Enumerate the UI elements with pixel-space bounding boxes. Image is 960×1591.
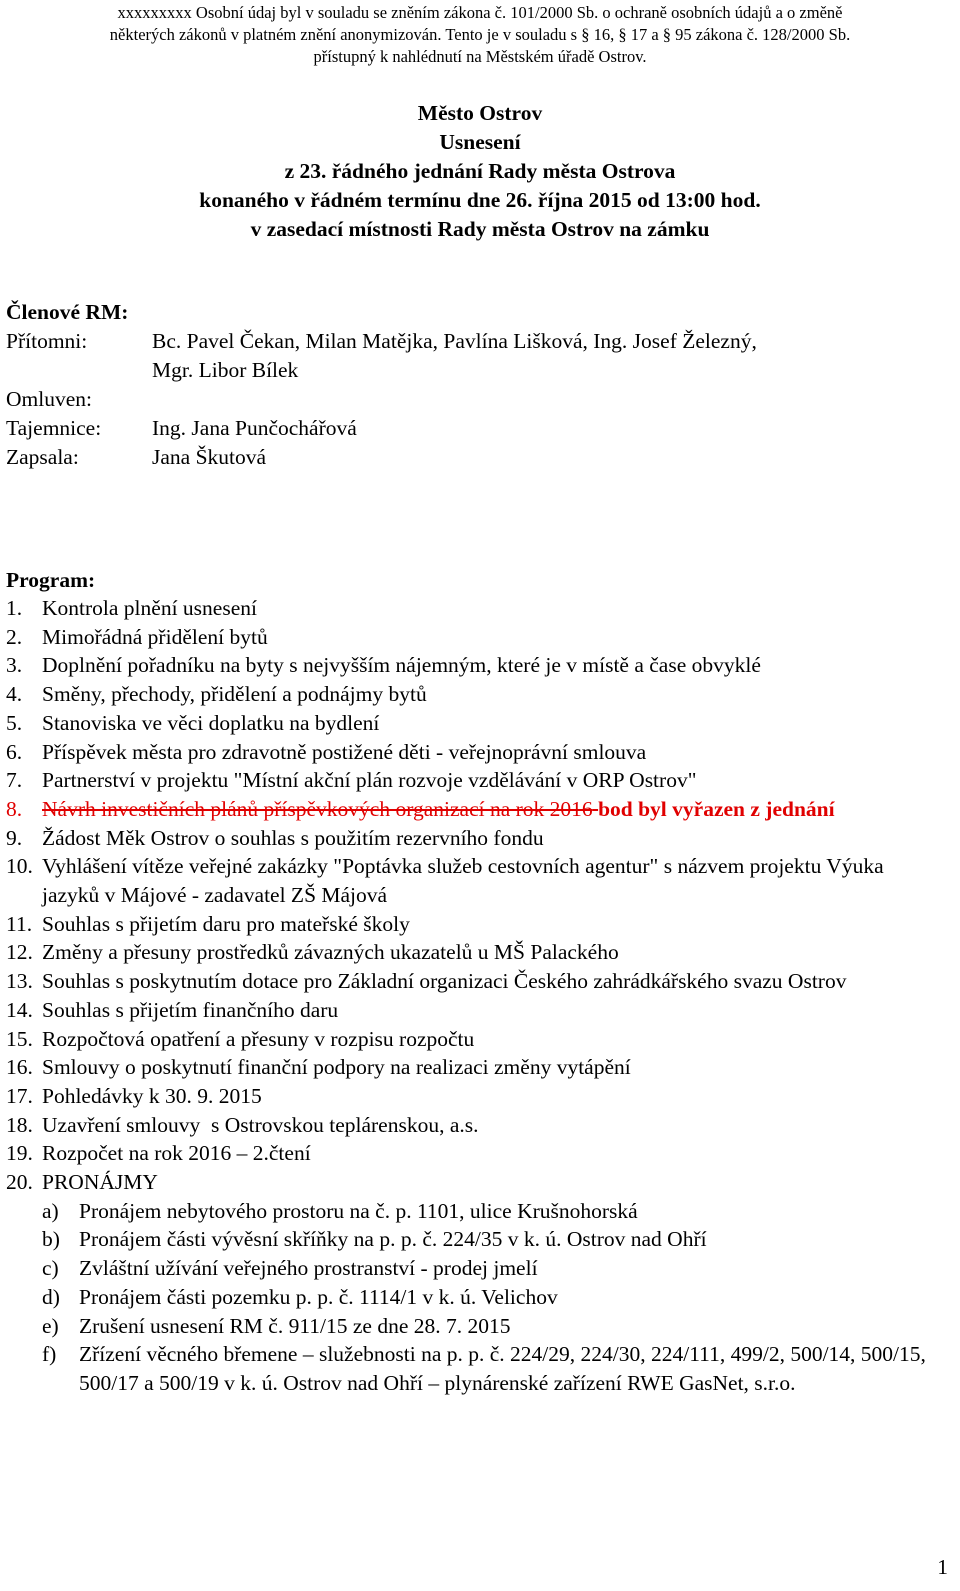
item-number: 13.: [6, 969, 33, 994]
recorder-row: [6, 443, 266, 472]
document-title: [0, 99, 960, 244]
subitem-letter: d): [42, 1284, 60, 1309]
subitem-letter: f): [42, 1342, 57, 1367]
subitem-text: Pronájem části pozemku p. p. č. 1114/1 v k. ú. Velichov: [79, 1284, 558, 1309]
item-text: Směny, přechody, přidělení a podnájmy bytů: [42, 682, 427, 707]
item-number: 6.: [6, 739, 23, 764]
anonymization-notice: [0, 2, 960, 68]
program-subitem: [6, 1197, 946, 1226]
item-text: Souhlas s přijetím daru pro mateřské školy: [42, 911, 410, 936]
program-item: [6, 766, 946, 795]
item-number: 9.: [6, 825, 23, 850]
present-names-1: Bc. Pavel Čekan, Milan Matějka, Pavlína Lišková, Ing. Josef Železný,: [152, 329, 757, 353]
item-text: Smlouvy o poskytnutí finanční podpory na realizaci změny vytápění: [42, 1055, 631, 1080]
program-item: [6, 1111, 946, 1140]
removed-note: bod byl vyřazen z jednání: [598, 796, 835, 821]
item-text: Partnerství v projektu "Místní akční plán rozvoje vzdělávání v ORP Ostrov": [42, 768, 697, 793]
item-text: Mimořádná přidělení bytů: [42, 624, 268, 649]
program-item: [6, 938, 946, 967]
item-number: 12.: [6, 940, 33, 965]
item-number: 17.: [6, 1083, 33, 1108]
item-number: 18.: [6, 1112, 33, 1137]
program-heading: Program:: [6, 568, 96, 592]
meeting-date: konaného v řádném termínu dne 26. října 2015 od 13:00 hod.: [199, 188, 761, 212]
program-list: [6, 594, 946, 1398]
program-item: [6, 1139, 946, 1168]
program-item: [6, 738, 946, 767]
present-row-cont: [6, 356, 298, 385]
subitem-text: Zrušení usnesení RM č. 911/15 ze dne 28. 7. 2015: [79, 1313, 511, 1338]
program-item: [6, 1053, 946, 1082]
notice-line-2: některých zákonů v platném znění anonymizován. Tento je v souladu s § 16, § 17 a § 95 zákona č. 128/2000 Sb.: [109, 25, 851, 44]
program-subitem: [6, 1312, 946, 1341]
item-text: Pohledávky k 30. 9. 2015: [42, 1083, 262, 1108]
recorder-name: Jana Škutová: [152, 445, 267, 469]
item-number: 20.: [6, 1170, 33, 1195]
item-text: Uzavření smlouvy s Ostrovskou teplárenskou, a.s.: [42, 1112, 479, 1137]
subitem-letter: e): [42, 1313, 59, 1338]
secretary-label: Tajemnice:: [6, 416, 102, 440]
doc-type: Usnesení: [439, 130, 521, 154]
program-item-removed: [6, 795, 946, 824]
item-number: 19.: [6, 1141, 33, 1166]
program-item: [6, 852, 946, 909]
recorder-label: Zapsala:: [6, 445, 79, 469]
program-item: [6, 651, 946, 680]
item-number: 11.: [6, 911, 33, 936]
item-number: 8.: [6, 796, 23, 821]
item-text: Kontrola plnění usnesení: [42, 596, 257, 620]
item-text: Rozpočtová opatření a přesuny v rozpisu rozpočtu: [42, 1026, 475, 1051]
program-item: [6, 594, 946, 623]
item-number: 15.: [6, 1026, 33, 1051]
item-text: Příspěvek města pro zdravotně postižené děti - veřejnoprávní smlouva: [42, 739, 647, 764]
item-number: 16.: [6, 1055, 33, 1080]
subitem-letter: a): [42, 1198, 59, 1223]
notice-line-1: xxxxxxxxx Osobní údaj byl v souladu se zněním zákona č. 101/2000 Sb. o ochraně osobních údajů a o změně: [117, 3, 843, 22]
present-row: [6, 327, 757, 356]
item-text: Stanoviska ve věci doplatku na bydlení: [42, 710, 380, 735]
item-text: Doplnění pořadníku na byty s nejvyšším nájemným, které je v místě a čase obvyklé: [42, 653, 761, 678]
program-item: [6, 623, 946, 652]
program-item: [6, 709, 946, 738]
present-label: Přítomni:: [6, 329, 88, 353]
item-number: 2.: [6, 624, 23, 649]
item-text: Souhlas s poskytnutím dotace pro Základní organizaci Českého zahrádkářského svazu Ostrov: [42, 969, 847, 994]
program-item: [6, 1082, 946, 1111]
item-text: PRONÁJMY: [42, 1170, 158, 1195]
program-item: [6, 1168, 946, 1197]
item-number: 4.: [6, 682, 23, 707]
program-item: [6, 967, 946, 996]
secretary-row: [6, 414, 357, 443]
program-item: [6, 910, 946, 939]
item-text: Žádost Měk Ostrov o souhlas s použitím rezervního fondu: [42, 825, 544, 850]
item-text-struck: Návrh investičních plánů příspěvkových organizací na rok 2016: [42, 796, 593, 821]
secretary-name: Ing. Jana Punčochářová: [152, 416, 357, 440]
subitem-text: Pronájem části vývěsní skříňky na p. p. č. 224/35 v k. ú. Ostrov nad Ohří: [79, 1227, 707, 1252]
subitem-letter: b): [42, 1227, 60, 1252]
notice-line-3: přístupný k nahlédnutí na Městském úřadě Ostrov.: [313, 47, 647, 66]
program-subitem: [6, 1254, 946, 1283]
city-name: Město Ostrov: [417, 101, 543, 125]
program-item: [6, 680, 946, 709]
program-item: [6, 824, 946, 853]
subitem-text: Zřízení věcného břemene – služebnosti na p. p. č. 224/29, 224/30, 224/111, 499/2, 500/14, 500/15, 500/17 a 500/19 v k. ú. Ostrov nad Ohří – plynárenské zařízení RWE GasNet, s.r.o.: [79, 1342, 926, 1395]
meeting-place: v zasedací místnosti Rady města Ostrov na zámku: [250, 217, 710, 241]
item-text: Rozpočet na rok 2016 – 2.čtení: [42, 1141, 311, 1166]
program-subitem: [6, 1225, 946, 1254]
program-subitem: [6, 1340, 946, 1397]
item-number: 1.: [6, 596, 23, 620]
item-text: Změny a přesuny prostředků závazných ukazatelů u MŠ Palackého: [42, 940, 619, 965]
item-text: Vyhlášení vítěze veřejné zakázky "Poptávka služeb cestovních agentur" s názvem projektu Výuka jazyků v Májové - zadavatel ZŠ Májová: [42, 854, 884, 908]
subitem-text: Pronájem nebytového prostoru na č. p. 1101, ulice Krušnohorská: [79, 1198, 638, 1223]
members-heading: Členové RM:: [6, 300, 129, 324]
excused-row: [6, 385, 152, 414]
item-number: 3.: [6, 653, 23, 678]
program-item: [6, 996, 946, 1025]
subitem-text: Zvláštní užívání veřejného prostranství - prodej jmelí: [79, 1256, 538, 1281]
meeting-name: z 23. řádného jednání Rady města Ostrova: [284, 159, 676, 183]
item-number: 14.: [6, 997, 33, 1022]
item-number: 7.: [6, 768, 23, 793]
item-text: Souhlas s přijetím finančního daru: [42, 997, 339, 1022]
subitem-letter: c): [42, 1256, 59, 1281]
program-item: [6, 1025, 946, 1054]
item-number: 10.: [6, 854, 33, 879]
excused-label: Omluven:: [6, 387, 92, 411]
program-subitem: [6, 1283, 946, 1312]
page-number: 1: [937, 1555, 948, 1579]
present-names-2: Mgr. Libor Bílek: [152, 358, 299, 382]
item-number: 5.: [6, 710, 23, 735]
